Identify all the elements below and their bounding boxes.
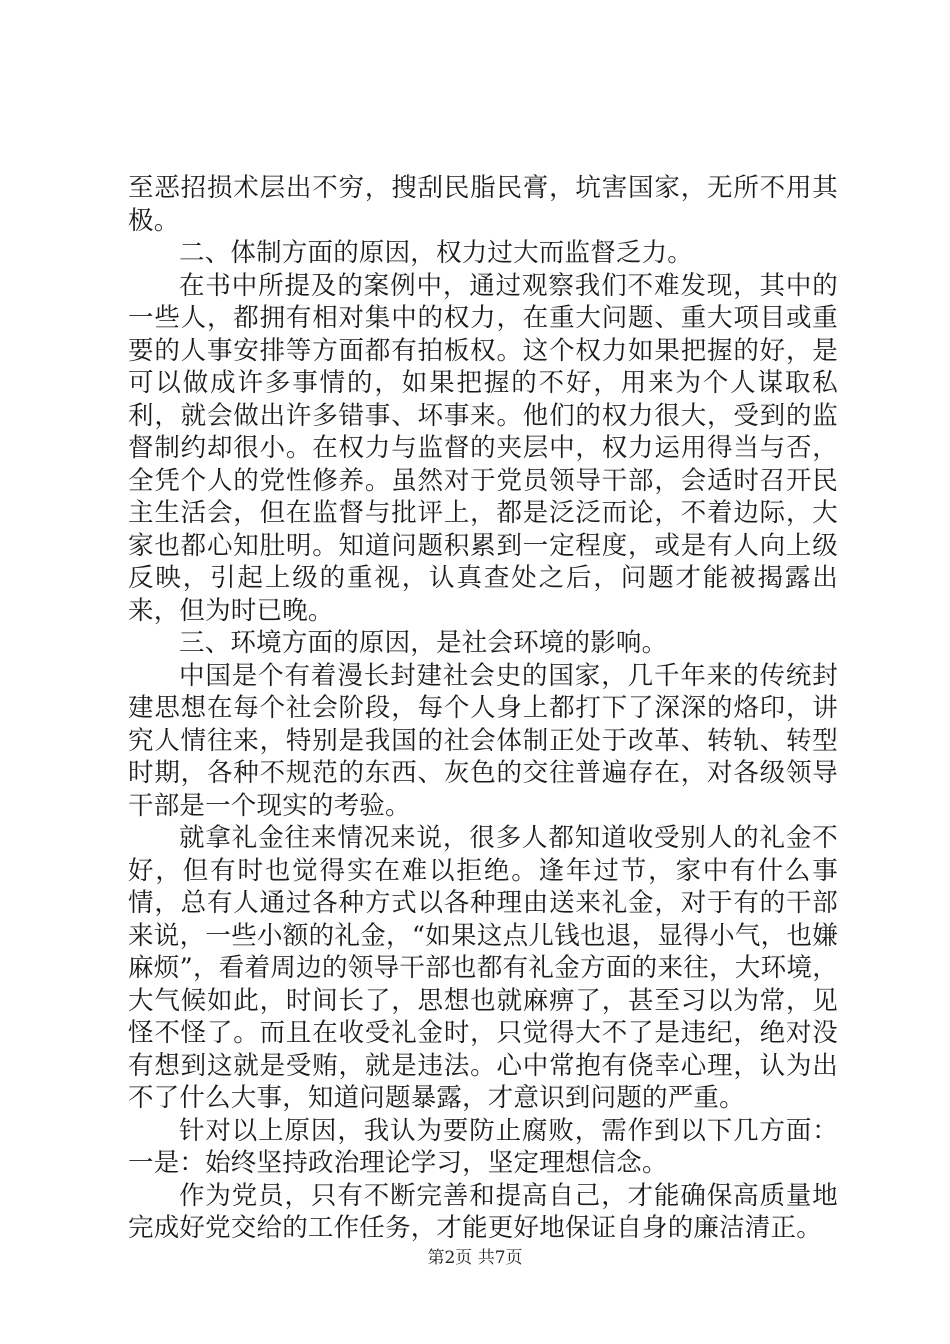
heading-environmental-causes: 三、环境方面的原因，是社会环境的影响。 [179, 628, 668, 658]
paragraph-8: 作为党员，只有不断完善和提高自己，才能确保高质量地完成好党交给的工作任务，才能更好地保证自身的廉洁清正。 [128, 1180, 838, 1243]
paragraph-7: 针对以上原因，我认为要防止腐败，需作到以下几方面：一是：始终坚持政治理论学习，坚定理想信念。 [128, 1115, 838, 1178]
document-body [128, 172, 838, 1245]
paragraph-1: 至恶招损术层出不穷，搜刮民脂民膏，坑害国家，无所不用其极。 [128, 173, 838, 236]
heading-institutional-causes: 二、体制方面的原因，权力过大而监督乏力。 [179, 238, 694, 268]
paragraph-5: 中国是个有着漫长封建社会史的国家，几千年来的传统封建思想在每个社会阶段，每个人身上都打下了深深的烙印，讲究人情往来，特别是我国的社会体制正处于改革、转轨、转型时期，各种不规范的东西、灰色的交往普遍存在，对各级领导干部是一个现实的考验。 [128, 660, 838, 821]
page-number-footer: 第2页 共7页 [427, 1248, 523, 1268]
paragraph-6: 就拿礼金往来情况来说，很多人都知道收受别人的礼金不好，但有时也觉得实在难以拒绝。逢年过节，家中有什么事情，总有人通过各种方式以各种理由送来礼金，对于有的干部来说，一些小额的礼金，“如果这点儿钱也退，显得小气，也嫌麻烦”，看着周边的领导干部也都有礼金方面的来往，大环境，大气候如此，时间长了，思想也就麻痹了，甚至习以为常，见怪不怪了。而且在收受礼金时，只觉得大不了是违纪，绝对没有想到这就是受贿，就是违法。心中常抱有侥幸心理，认为出不了什么大事，知道问题暴露，才意识到问题的严重。 [128, 823, 838, 1113]
paragraph-3: 在书中所提及的案例中，通过观察我们不难发现，其中的一些人，都拥有相对集中的权力，在重大问题、重大项目或重要的人事安排等方面都有拍板权。这个权力如果把握的好，是可以做成许多事情的，如果把握的不好，用来为个人谋取私利，就会做出许多错事、坏事来。他们的权力很大，受到的监督制约却很小。在权力与监督的夹层中，权力运用得当与否，全凭个人的党性修养。虽然对于党员领导干部，会适时召开民主生活会，但在监督与批评上，都是泛泛而论，不着边际，大家也都心知肚明。知道问题积累到一定程度，或是有人向上级反映，引起上级的重视，认真查处之后，问题才能被揭露出来，但为时已晚。 [128, 270, 838, 626]
